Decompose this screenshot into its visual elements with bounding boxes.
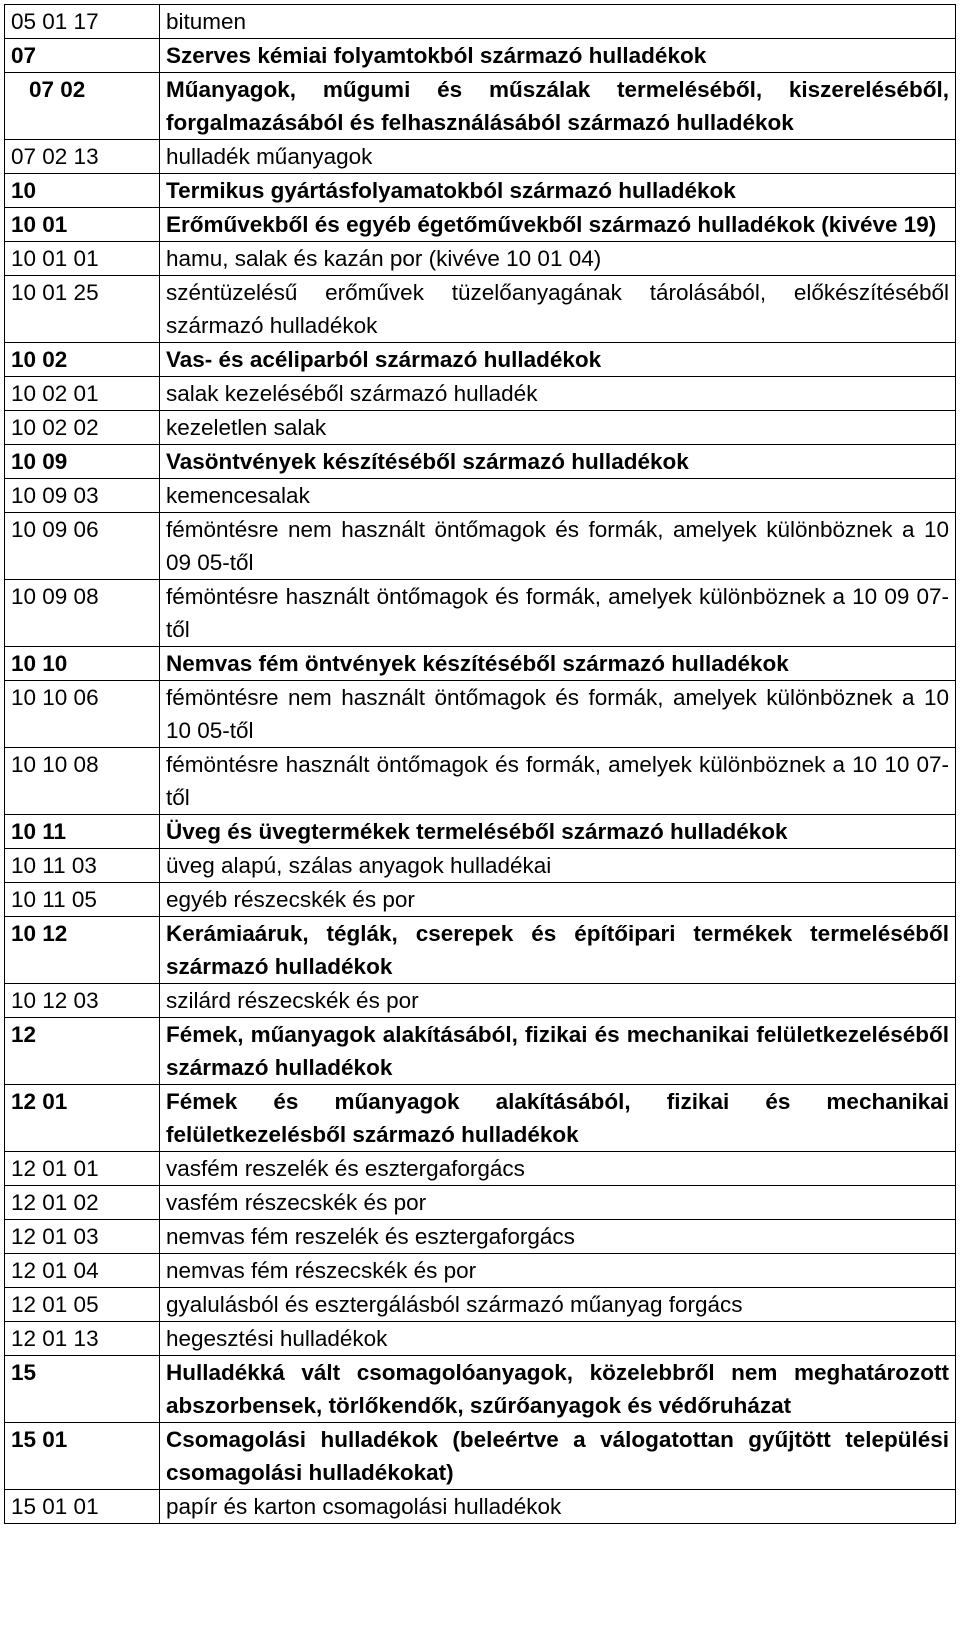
table-row — [5, 984, 956, 1018]
table-row — [5, 647, 956, 681]
waste-code: 10 11 — [5, 815, 160, 849]
table-row — [5, 208, 956, 242]
table-row — [5, 580, 956, 647]
waste-description: Vas- és acéliparból származó hulladékok — [160, 343, 956, 377]
waste-description: salak kezeléséből származó hulladék — [160, 377, 956, 411]
table-row — [5, 276, 956, 343]
waste-description: Vasöntvények készítéséből származó hulladékok — [160, 445, 956, 479]
waste-description: Fémek és műanyagok alakításából, fizikai és mechanikai felületkezelésből származó hulladékok — [160, 1085, 956, 1152]
waste-code: 10 02 — [5, 343, 160, 377]
waste-description: fémöntésre nem használt öntőmagok és formák, amelyek különböznek a 10 09 05-től — [160, 513, 956, 580]
waste-code: 10 — [5, 174, 160, 208]
waste-code: 12 01 13 — [5, 1322, 160, 1356]
waste-code: 12 01 05 — [5, 1288, 160, 1322]
waste-description: Műanyagok, műgumi és műszálak termeléséből, kiszereléséből, forgalmazásából és felhasználásából származó hulladékok — [160, 73, 956, 140]
waste-code: 07 — [5, 39, 160, 73]
table-row — [5, 849, 956, 883]
waste-code: 15 01 01 — [5, 1490, 160, 1524]
waste-description: vasfém reszelék és esztergaforgács — [160, 1152, 956, 1186]
table-row — [5, 513, 956, 580]
waste-description: hamu, salak és kazán por (kivéve 10 01 04) — [160, 242, 956, 276]
waste-code: 10 09 06 — [5, 513, 160, 580]
waste-description: kemencesalak — [160, 479, 956, 513]
waste-code: 10 11 03 — [5, 849, 160, 883]
waste-description: nemvas fém reszelék és esztergaforgács — [160, 1220, 956, 1254]
waste-description: fémöntésre nem használt öntőmagok és formák, amelyek különböznek a 10 10 05-től — [160, 681, 956, 748]
table-row — [5, 883, 956, 917]
waste-code: 10 12 — [5, 917, 160, 984]
waste-description: hulladék műanyagok — [160, 140, 956, 174]
waste-description: üveg alapú, szálas anyagok hulladékai — [160, 849, 956, 883]
waste-code: 10 10 06 — [5, 681, 160, 748]
table-row — [5, 1186, 956, 1220]
table-row — [5, 140, 956, 174]
waste-code: 12 01 — [5, 1085, 160, 1152]
table-row — [5, 1152, 956, 1186]
waste-description: kezeletlen salak — [160, 411, 956, 445]
waste-code: 10 09 08 — [5, 580, 160, 647]
table-row — [5, 917, 956, 984]
waste-code: 10 12 03 — [5, 984, 160, 1018]
waste-code: 10 01 01 — [5, 242, 160, 276]
waste-code: 15 01 — [5, 1423, 160, 1490]
table-row — [5, 1085, 956, 1152]
waste-description: fémöntésre használt öntőmagok és formák, amelyek különböznek a 10 09 07-től — [160, 580, 956, 647]
waste-description: Üveg és üvegtermékek termeléséből származó hulladékok — [160, 815, 956, 849]
table-row — [5, 445, 956, 479]
waste-code: 10 10 08 — [5, 748, 160, 815]
waste-description: nemvas fém részecskék és por — [160, 1254, 956, 1288]
table-row — [5, 1254, 956, 1288]
waste-description: papír és karton csomagolási hulladékok — [160, 1490, 956, 1524]
table-row — [5, 1288, 956, 1322]
waste-description: széntüzelésű erőművek tüzelőanyagának tárolásából, előkészítéséből származó hulladékok — [160, 276, 956, 343]
table-row — [5, 815, 956, 849]
waste-code: 12 — [5, 1018, 160, 1085]
waste-description: bitumen — [160, 5, 956, 39]
waste-description: Termikus gyártásfolyamatokból származó hulladékok — [160, 174, 956, 208]
table-row — [5, 343, 956, 377]
table-row — [5, 5, 956, 39]
waste-code: 10 01 25 — [5, 276, 160, 343]
table-row — [5, 1322, 956, 1356]
waste-description: fémöntésre használt öntőmagok és formák, amelyek különböznek a 10 10 07-től — [160, 748, 956, 815]
waste-description: Erőművekből és egyéb égetőművekből származó hulladékok (kivéve 19) — [160, 208, 956, 242]
table-row — [5, 1220, 956, 1254]
waste-description: szilárd részecskék és por — [160, 984, 956, 1018]
table-row — [5, 1018, 956, 1085]
table-row — [5, 39, 956, 73]
waste-code: 12 01 04 — [5, 1254, 160, 1288]
waste-code: 10 10 — [5, 647, 160, 681]
waste-code: 10 02 02 — [5, 411, 160, 445]
waste-description: Nemvas fém öntvények készítéséből származó hulladékok — [160, 647, 956, 681]
waste-code: 10 01 — [5, 208, 160, 242]
waste-code: 05 01 17 — [5, 5, 160, 39]
waste-description: Szerves kémiai folyamtokból származó hulladékok — [160, 39, 956, 73]
table-row — [5, 748, 956, 815]
waste-code: 12 01 03 — [5, 1220, 160, 1254]
table-row — [5, 73, 956, 140]
waste-code: 07 02 13 — [5, 140, 160, 174]
table-row — [5, 1490, 956, 1524]
table-row — [5, 377, 956, 411]
table-row — [5, 174, 956, 208]
waste-code: 15 — [5, 1356, 160, 1423]
waste-code-table — [4, 4, 956, 1524]
table-row — [5, 1356, 956, 1423]
waste-code: 10 11 05 — [5, 883, 160, 917]
waste-description: Hulladékká vált csomagolóanyagok, közelebbről nem meghatározott abszorbensek, törlőkendők, szűrőanyagok és védőruházat — [160, 1356, 956, 1423]
waste-description: hegesztési hulladékok — [160, 1322, 956, 1356]
waste-code: 10 09 — [5, 445, 160, 479]
waste-code: 07 02 — [5, 73, 160, 140]
waste-description: vasfém részecskék és por — [160, 1186, 956, 1220]
waste-description: Csomagolási hulladékok (beleértve a válogatottan gyűjtött települési csomagolási hulladékokat) — [160, 1423, 956, 1490]
table-row — [5, 1423, 956, 1490]
waste-description: Fémek, műanyagok alakításából, fizikai és mechanikai felületkezeléséből származó hulladékok — [160, 1018, 956, 1085]
waste-code: 12 01 02 — [5, 1186, 160, 1220]
table-row — [5, 411, 956, 445]
table-row — [5, 242, 956, 276]
table-row — [5, 681, 956, 748]
waste-code: 10 09 03 — [5, 479, 160, 513]
waste-description: gyalulásból és esztergálásból származó műanyag forgács — [160, 1288, 956, 1322]
waste-description: egyéb részecskék és por — [160, 883, 956, 917]
waste-code: 10 02 01 — [5, 377, 160, 411]
waste-code: 12 01 01 — [5, 1152, 160, 1186]
waste-description: Kerámiaáruk, téglák, cserepek és építőipari termékek termeléséből származó hulladékok — [160, 917, 956, 984]
table-row — [5, 479, 956, 513]
waste-code-rows — [5, 5, 956, 1524]
